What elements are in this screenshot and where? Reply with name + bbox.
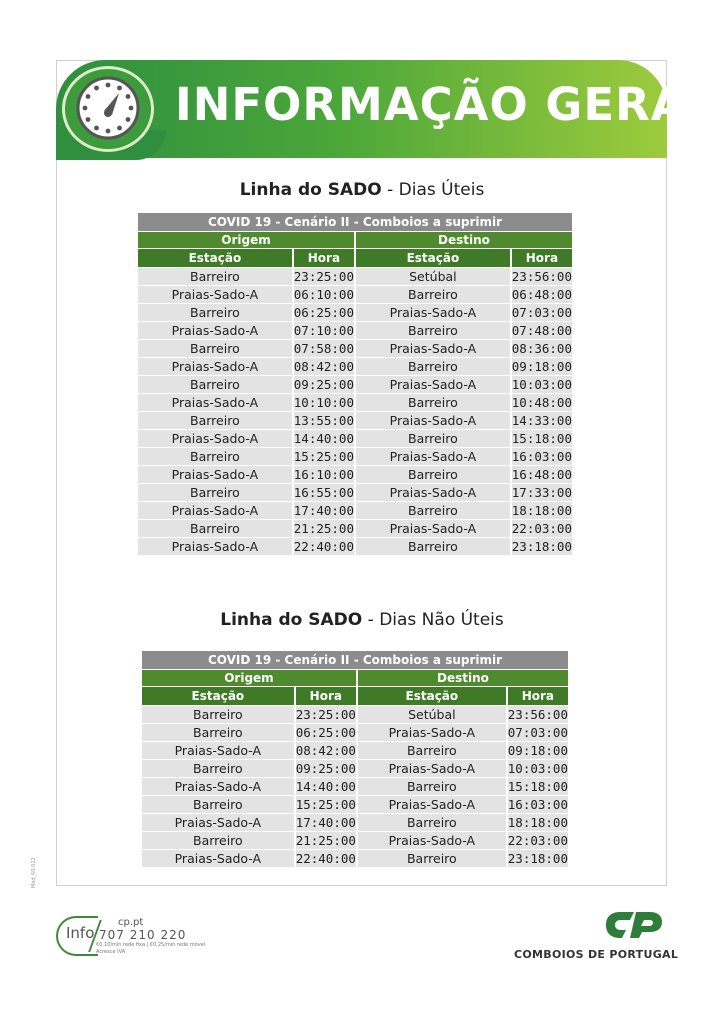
origin-station-cell: Praias-Sado-A (142, 814, 294, 831)
title-separator: - (362, 610, 380, 630)
origin-time-cell: 09:25:00 (295, 761, 356, 776)
schedule-row (138, 538, 572, 555)
section-title-weekends (0, 610, 724, 630)
destination-time-cell: 23:56:00 (511, 269, 572, 284)
schedule-table-weekdays (136, 212, 574, 556)
destination-station-cell: Barreiro (356, 394, 510, 411)
destination-time-cell: 16:48:00 (511, 467, 572, 482)
schedule-row (138, 520, 572, 537)
origin-station-cell: Barreiro (138, 448, 292, 465)
origin-time-cell: 22:40:00 (293, 539, 354, 554)
origin-time-cell: 13:55:00 (293, 413, 354, 428)
destination-time-cell: 18:18:00 (507, 815, 568, 830)
origin-time-cell: 07:10:00 (293, 323, 354, 338)
origin-station-cell: Barreiro (142, 760, 294, 777)
destination-time-cell: 16:03:00 (507, 797, 568, 812)
schedule-row (142, 832, 568, 849)
destination-time-cell: 10:03:00 (511, 377, 572, 392)
destination-time-cell: 16:03:00 (511, 449, 572, 464)
col-origin-station: Estação (138, 249, 292, 267)
info-contact (56, 916, 216, 956)
origin-station-cell: Barreiro (142, 706, 294, 723)
origin-station-cell: Barreiro (138, 340, 292, 357)
schedule-body-weekdays (138, 268, 572, 555)
origin-time-cell: 23:25:00 (295, 707, 356, 722)
origin-station-cell: Praias-Sado-A (142, 850, 294, 867)
origin-time-cell: 10:10:00 (293, 395, 354, 410)
line-name: Linha do SADO (220, 610, 363, 630)
origin-station-cell: Praias-Sado-A (138, 502, 292, 519)
cp-logo-icon (600, 908, 668, 942)
origin-station-cell: Praias-Sado-A (138, 466, 292, 483)
destination-time-cell: 09:18:00 (507, 743, 568, 758)
origin-time-cell: 08:42:00 (293, 359, 354, 374)
schedule-row (138, 376, 572, 393)
destination-station-cell: Barreiro (356, 502, 510, 519)
origin-time-cell: 07:58:00 (293, 341, 354, 356)
origin-station-cell: Praias-Sado-A (138, 430, 292, 447)
destination-station-cell: Praias-Sado-A (356, 376, 510, 393)
destination-time-cell: 07:03:00 (511, 305, 572, 320)
origin-time-cell: 14:40:00 (293, 431, 354, 446)
origin-station-cell: Barreiro (142, 796, 294, 813)
origin-station-cell: Praias-Sado-A (138, 322, 292, 339)
schedule-row (138, 394, 572, 411)
destination-station-cell: Praias-Sado-A (356, 304, 510, 321)
destination-station-cell: Praias-Sado-A (356, 520, 510, 537)
origin-station-cell: Praias-Sado-A (138, 286, 292, 303)
origin-station-cell: Praias-Sado-A (138, 358, 292, 375)
origin-time-cell: 14:40:00 (295, 779, 356, 794)
origin-time-cell: 21:25:00 (293, 521, 354, 536)
schedule-row (138, 484, 572, 501)
origin-time-cell: 21:25:00 (295, 833, 356, 848)
destination-station-cell: Barreiro (358, 814, 506, 831)
destination-station-cell: Barreiro (358, 742, 506, 759)
day-type: Dias Úteis (398, 180, 485, 200)
col-destination-time: Hora (512, 249, 572, 267)
destination-station-cell: Barreiro (356, 466, 510, 483)
schedule-row (138, 502, 572, 519)
schedule-row (138, 412, 572, 429)
col-origin-time: Hora (296, 687, 356, 705)
destination-station-cell: Setúbal (356, 268, 510, 285)
destination-header: Destino (358, 670, 568, 686)
destination-time-cell: 10:03:00 (507, 761, 568, 776)
covid-notice: COVID 19 - Cenário II - Comboios a suprimir (142, 651, 568, 669)
destination-time-cell: 07:48:00 (511, 323, 572, 338)
destination-station-cell: Praias-Sado-A (358, 832, 506, 849)
origin-station-cell: Barreiro (138, 484, 292, 501)
schedule-row (138, 448, 572, 465)
destination-station-cell: Barreiro (356, 430, 510, 447)
destination-time-cell: 23:18:00 (507, 851, 568, 866)
schedule-row (138, 430, 572, 447)
covid-notice: COVID 19 - Cenário II - Comboios a suprimir (138, 213, 572, 231)
origin-time-cell: 23:25:00 (293, 269, 354, 284)
destination-time-cell: 18:18:00 (511, 503, 572, 518)
vat-note: Acresce IVA (96, 949, 126, 955)
col-destination-station: Estação (358, 687, 506, 705)
destination-time-cell: 23:18:00 (511, 539, 572, 554)
col-destination-time: Hora (508, 687, 568, 705)
destination-time-cell: 14:33:00 (511, 413, 572, 428)
destination-time-cell: 06:48:00 (511, 287, 572, 302)
destination-time-cell: 15:18:00 (507, 779, 568, 794)
destination-time-cell: 07:03:00 (507, 725, 568, 740)
destination-station-cell: Barreiro (356, 538, 510, 555)
col-destination-station: Estação (356, 249, 510, 267)
schedule-row (142, 706, 568, 723)
destination-station-cell: Barreiro (356, 286, 510, 303)
origin-station-cell: Praias-Sado-A (138, 538, 292, 555)
destination-time-cell: 08:36:00 (511, 341, 572, 356)
destination-station-cell: Praias-Sado-A (356, 412, 510, 429)
col-origin-time: Hora (294, 249, 354, 267)
schedule-row (142, 760, 568, 777)
origin-time-cell: 09:25:00 (293, 377, 354, 392)
company-name: COMBOIOS DE PORTUGAL (514, 948, 679, 961)
speedometer-icon (75, 75, 141, 141)
schedule-row (138, 268, 572, 285)
schedule-row (142, 724, 568, 741)
col-origin-station: Estação (142, 687, 294, 705)
origin-time-cell: 06:10:00 (293, 287, 354, 302)
website-link[interactable]: cp.pt (118, 917, 144, 928)
destination-station-cell: Barreiro (356, 322, 510, 339)
origin-time-cell: 22:40:00 (295, 851, 356, 866)
origin-time-cell: 16:10:00 (293, 467, 354, 482)
call-fee-note: €0.10/min rede fixa | €0.25/min rede móvel (96, 942, 206, 948)
destination-time-cell: 09:18:00 (511, 359, 572, 374)
origin-station-cell: Barreiro (138, 268, 292, 285)
document-code: Mod_60-022 (31, 857, 37, 888)
origin-station-cell: Barreiro (138, 520, 292, 537)
origin-time-cell: 16:55:00 (293, 485, 354, 500)
destination-time-cell: 15:18:00 (511, 431, 572, 446)
schedule-table-non-weekdays (140, 650, 570, 868)
origin-time-cell: 15:25:00 (295, 797, 356, 812)
origin-time-cell: 06:25:00 (295, 725, 356, 740)
schedule-row (142, 850, 568, 867)
destination-time-cell: 22:03:00 (507, 833, 568, 848)
schedule-row (142, 814, 568, 831)
destination-station-cell: Praias-Sado-A (356, 448, 510, 465)
destination-station-cell: Barreiro (358, 850, 506, 867)
section-title-weekdays (0, 180, 724, 200)
schedule-row (142, 742, 568, 759)
schedule-row (138, 286, 572, 303)
schedule-row (138, 304, 572, 321)
origin-time-cell: 17:40:00 (295, 815, 356, 830)
schedule-row (138, 340, 572, 357)
origin-station-cell: Praias-Sado-A (142, 778, 294, 795)
phone-number[interactable]: 707 210 220 (99, 928, 187, 942)
title-separator: - (381, 180, 399, 200)
origin-time-cell: 17:40:00 (293, 503, 354, 518)
line-name: Linha do SADO (239, 180, 382, 200)
destination-header: Destino (356, 232, 572, 248)
origin-station-cell: Barreiro (138, 412, 292, 429)
destination-station-cell: Praias-Sado-A (358, 760, 506, 777)
origin-station-cell: Barreiro (142, 832, 294, 849)
origin-header: Origem (138, 232, 354, 248)
destination-station-cell: Praias-Sado-A (356, 340, 510, 357)
destination-time-cell: 17:33:00 (511, 485, 572, 500)
origin-time-cell: 15:25:00 (293, 449, 354, 464)
origin-time-cell: 06:25:00 (293, 305, 354, 320)
origin-station-cell: Praias-Sado-A (142, 742, 294, 759)
schedule-row (142, 778, 568, 795)
destination-time-cell: 22:03:00 (511, 521, 572, 536)
destination-station-cell: Praias-Sado-A (358, 724, 506, 741)
destination-station-cell: Praias-Sado-A (358, 796, 506, 813)
origin-station-cell: Barreiro (142, 724, 294, 741)
origin-header: Origem (142, 670, 356, 686)
destination-time-cell: 10:48:00 (511, 395, 572, 410)
day-type: Dias Não Úteis (379, 610, 504, 630)
destination-station-cell: Barreiro (356, 358, 510, 375)
destination-time-cell: 23:56:00 (507, 707, 568, 722)
destination-station-cell: Setúbal (358, 706, 506, 723)
schedule-row (138, 466, 572, 483)
destination-station-cell: Praias-Sado-A (356, 484, 510, 501)
schedule-row (142, 796, 568, 813)
schedule-row (138, 358, 572, 375)
origin-time-cell: 08:42:00 (295, 743, 356, 758)
schedule-body-non-weekdays (142, 706, 568, 867)
destination-station-cell: Barreiro (358, 778, 506, 795)
page-title: INFORMAÇÃO GERAL (175, 78, 717, 131)
origin-station-cell: Praias-Sado-A (138, 394, 292, 411)
origin-station-cell: Barreiro (138, 376, 292, 393)
schedule-row (138, 322, 572, 339)
info-label: Info (66, 924, 95, 942)
origin-station-cell: Barreiro (138, 304, 292, 321)
